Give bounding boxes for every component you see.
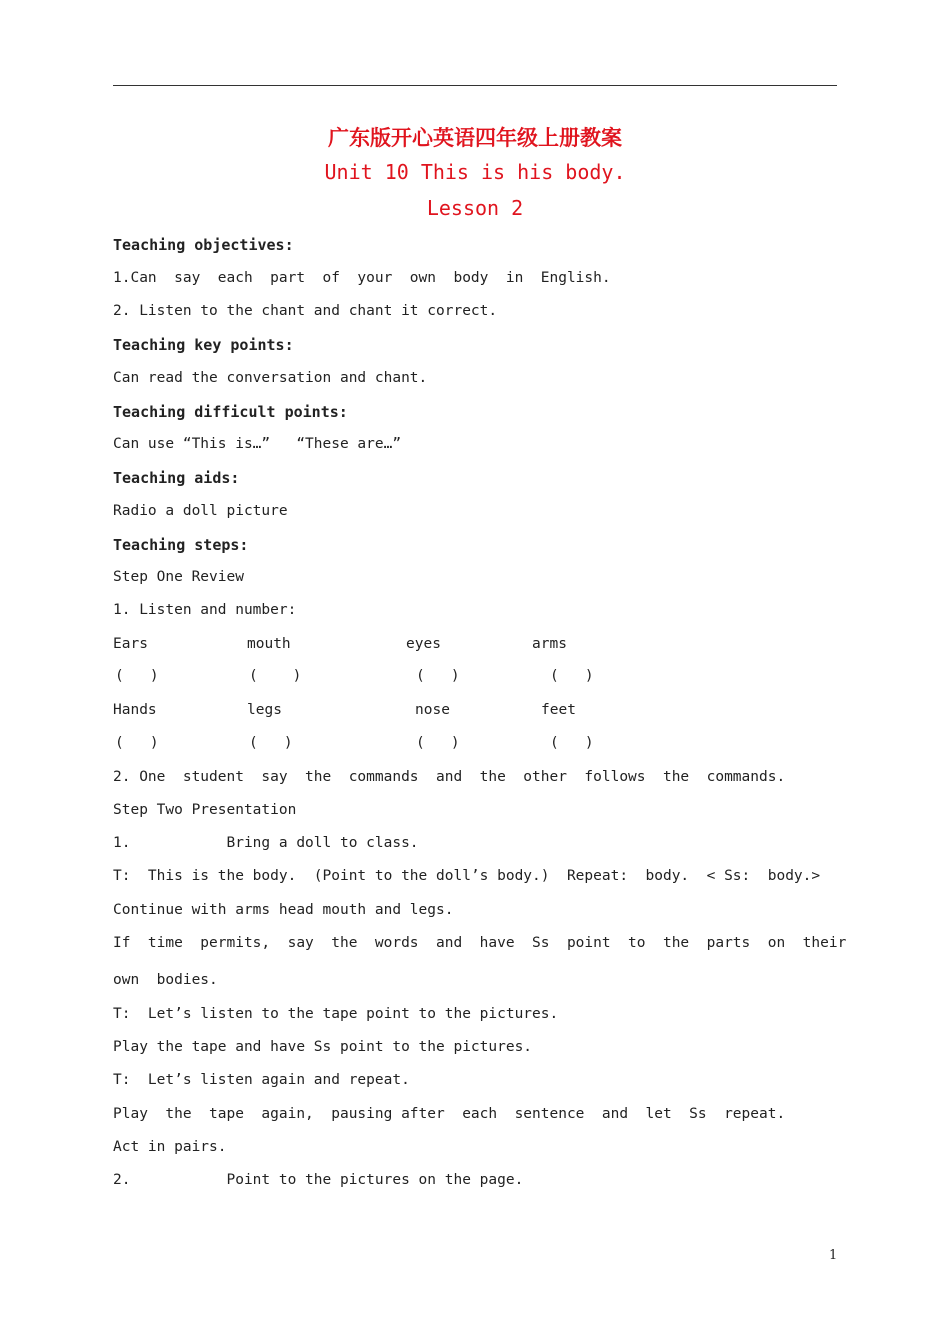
objective-1: 1.Can say each part of your own body in English.	[113, 270, 611, 286]
word-ears: Ears	[113, 636, 148, 652]
aids-text: Radio a doll picture	[113, 503, 288, 519]
steps-heading: Teaching steps:	[113, 536, 249, 554]
blank-mouth: ( )	[249, 668, 302, 684]
presentation-10: Act in pairs.	[113, 1139, 227, 1155]
title-lesson: Lesson 2	[426, 196, 524, 220]
blank-hands: ( )	[115, 735, 159, 751]
blank-nose: ( )	[416, 735, 460, 751]
objective-2: 2. Listen to the chant and chant it correct.	[113, 303, 498, 319]
word-eyes: eyes	[406, 636, 441, 652]
blank-legs: ( )	[249, 735, 293, 751]
step-two-title: Step Two Presentation	[113, 802, 297, 818]
presentation-6: T: Let’s listen to the tape point to the pictures.	[113, 1006, 559, 1022]
presentation-11: 2. Point to the pictures on the page.	[113, 1172, 524, 1188]
presentation-4: If time permits, say the words and have Ss point to the parts on their	[113, 935, 847, 951]
step-one-title: Step One Review	[113, 569, 244, 585]
word-nose: nose	[415, 702, 450, 718]
header-rule	[113, 85, 837, 86]
objectives-heading: Teaching objectives:	[113, 236, 294, 254]
blank-ears: ( )	[115, 668, 159, 684]
title-chinese: 广东版开心英语四年级上册教案	[328, 125, 622, 150]
presentation-3: Continue with arms head mouth and legs.	[113, 902, 454, 918]
blank-feet: ( )	[550, 735, 594, 751]
blank-eyes: ( )	[416, 668, 460, 684]
word-arms: arms	[532, 636, 567, 652]
page-number: 1	[829, 1248, 838, 1263]
presentation-5: own bodies.	[113, 972, 218, 988]
presentation-7: Play the tape and have Ss point to the pictures.	[113, 1039, 533, 1055]
key-points-text: Can read the conversation and chant.	[113, 370, 428, 386]
aids-heading: Teaching aids:	[113, 469, 240, 487]
presentation-9: Play the tape again, pausing after each sentence and let Ss repeat.	[113, 1106, 786, 1122]
difficult-points-text: Can use “This is…” “These are…”	[113, 436, 402, 452]
word-mouth: mouth	[247, 636, 291, 652]
listen-number-title: 1. Listen and number:	[113, 602, 297, 618]
title-unit: Unit 10 This is his body.	[324, 160, 626, 184]
presentation-1: 1. Bring a doll to class.	[113, 835, 419, 851]
word-hands: Hands	[113, 702, 157, 718]
presentation-8: T: Let’s listen again and repeat.	[113, 1072, 410, 1088]
difficult-points-heading: Teaching difficult points:	[113, 403, 348, 421]
key-points-heading: Teaching key points:	[113, 336, 294, 354]
commands-line: 2. One student say the commands and the other follows the commands.	[113, 769, 786, 785]
blank-arms: ( )	[550, 668, 594, 684]
presentation-2: T: This is the body. (Point to the doll’s body.) Repeat: body. < Ss: body.>	[113, 868, 821, 884]
word-feet: feet	[541, 702, 576, 718]
word-legs: legs	[247, 702, 282, 718]
